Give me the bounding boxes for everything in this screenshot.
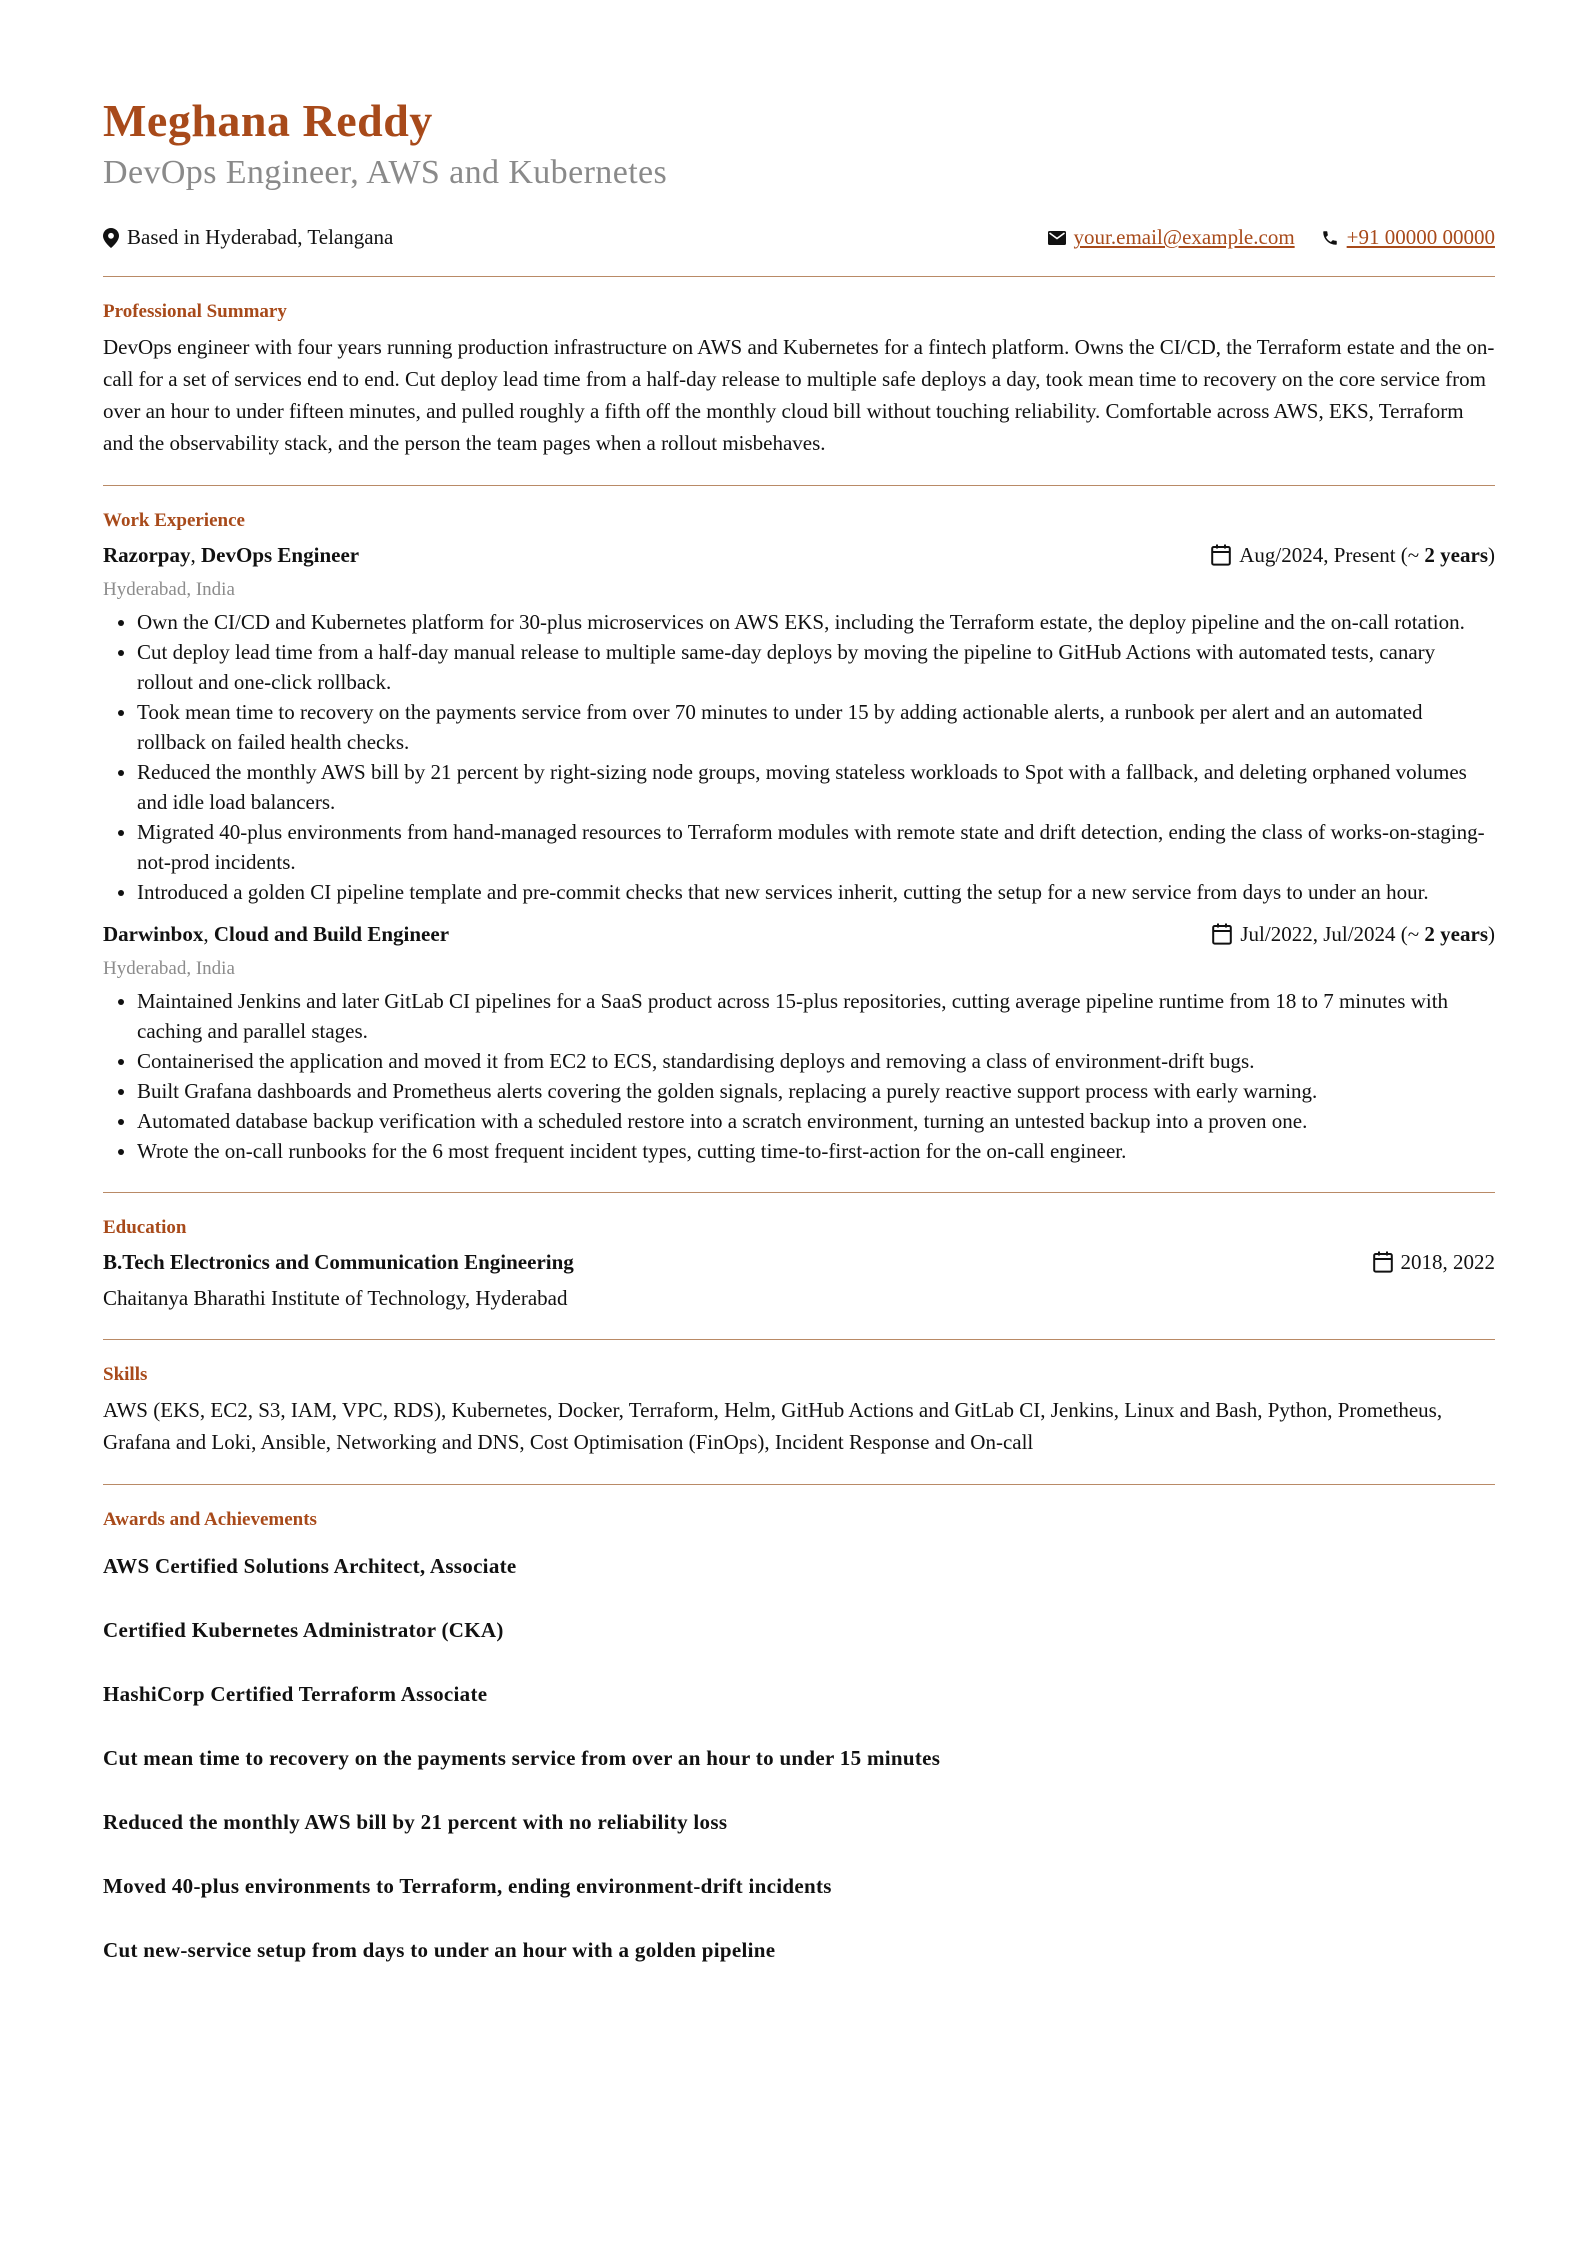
- award-item: Reduced the monthly AWS bill by 21 percent with no reliability loss: [103, 1810, 728, 1835]
- contact-location: [103, 225, 393, 250]
- job-location: Hyderabad, India: [103, 579, 235, 601]
- skills-text: AWS (EKS, EC2, S3, IAM, VPC, RDS), Kubernetes, Docker, Terraform, Helm, GitHub Actions and GitLab CI, Jenkins, Linux and Bash, Python, Prometheus, Grafana and Loki, Ansible, Networking and DNS, Cost Optimisation (FinOps), Incident Response and On-call: [103, 1398, 1443, 1455]
- job-title: Razorpay, DevOps Engineer: [103, 543, 360, 568]
- list-item: • Built Grafana dashboards and Prometheus alerts covering the golden signals, replacing a purely reactive support process with early warning.: [137, 1076, 1495, 1106]
- phone-icon: [1321, 229, 1339, 247]
- list-item: • Maintained Jenkins and later GitLab CI pipelines for a SaaS product across 15-plus repositories, cutting average pipeline runtime from 18 to 7 minutes with caching and parallel stages.: [137, 986, 1495, 1046]
- summary-section: [103, 277, 1495, 485]
- job-date-close: ): [1488, 922, 1495, 947]
- education-header: [103, 1247, 1495, 1277]
- award-item: Moved 40-plus environments to Terraform, ending environment-drift incidents: [103, 1874, 832, 1899]
- education-school: Chaitanya Bharathi Institute of Technology, Hyderabad: [103, 1286, 568, 1311]
- job-role: Cloud and Build Engineer: [213, 922, 450, 947]
- list-item: • Automated database backup verification with a scheduled restore into a scratch environment, turning an untested backup into a proven one.: [137, 1106, 1495, 1136]
- experience-section: [103, 486, 1495, 1192]
- award-item: AWS Certified Solutions Architect, Associate: [103, 1554, 517, 1579]
- list-item: • Reduced the monthly AWS bill by 21 percent by right-sizing node groups, moving stateless workloads to Spot with a fallback, and deleting orphaned volumes and idle load balancers.: [137, 757, 1495, 817]
- award-item: Cut mean time to recovery on the payments service from over an hour to under 15 minutes: [103, 1746, 941, 1771]
- job-bullets: [103, 986, 1495, 1166]
- candidate-headline: DevOps Engineer, AWS and Kubernetes: [103, 153, 668, 191]
- job-header: [103, 540, 1495, 570]
- section-title-education: Education: [103, 1217, 187, 1239]
- list-item: • Introduced a golden CI pipeline template and pre-commit checks that new services inherit, cutting the setup for a new service from days to under an hour.: [137, 877, 1495, 907]
- job-title: Darwinbox, Cloud and Build Engineer: [103, 922, 450, 947]
- job-duration: 2 years: [1424, 922, 1488, 947]
- job-bullets: [103, 607, 1495, 907]
- job-date-range: Aug/2024, Present (~: [1239, 543, 1420, 568]
- job-date-range: Jul/2022, Jul/2024 (~: [1240, 922, 1420, 947]
- education-dates: [1373, 1247, 1496, 1277]
- calendar-icon: [1212, 923, 1232, 945]
- candidate-name: Meghana Reddy: [103, 95, 433, 146]
- calendar-icon: [1211, 544, 1231, 566]
- list-item: • Containerised the application and moved it from EC2 to ECS, standardising deploys and removing a class of environment-drift bugs.: [137, 1046, 1495, 1076]
- phone-link[interactable]: +91 00000 00000: [1346, 225, 1495, 250]
- education-section: [103, 1193, 1495, 1339]
- section-title-skills: Skills: [103, 1364, 148, 1386]
- list-item: • Migrated 40-plus environments from hand-managed resources to Terraform modules with remote state and drift detection, ending the class of works-on-staging-not-prod incidents.: [137, 817, 1495, 877]
- education-degree: B.Tech Electronics and Communication Engineering: [103, 1250, 574, 1275]
- list-item: • Wrote the on-call runbooks for the 6 most frequent incident types, cutting time-to-first-action for the on-call engineer.: [137, 1136, 1495, 1166]
- calendar-icon: [1373, 1251, 1393, 1273]
- section-title-awards: Awards and Achievements: [103, 1509, 317, 1531]
- list-item: • Cut deploy lead time from a half-day manual release to multiple same-day deploys by moving the pipeline to GitHub Actions with automated tests, canary rollout and one-click rollback.: [137, 637, 1495, 697]
- skills-section: [103, 1340, 1495, 1484]
- award-item: Cut new-service setup from days to under an hour with a golden pipeline: [103, 1938, 776, 1963]
- award-item: Certified Kubernetes Administrator (CKA): [103, 1618, 504, 1643]
- job-company: Darwinbox: [103, 922, 204, 947]
- job-company: Razorpay: [103, 543, 191, 568]
- job-duration: 2 years: [1424, 543, 1488, 568]
- section-title-experience: Work Experience: [103, 510, 245, 532]
- email-link[interactable]: your.email@example.com: [1073, 225, 1295, 250]
- awards-list: [103, 1551, 1495, 1965]
- contact-row: [103, 225, 1495, 250]
- section-title-summary: Professional Summary: [103, 301, 287, 323]
- location-text: Based in Hyderabad, Telangana: [127, 225, 394, 250]
- job-header: [103, 919, 1495, 949]
- contact-phone: [1321, 225, 1495, 250]
- award-item: HashiCorp Certified Terraform Associate: [103, 1682, 488, 1707]
- job-role: DevOps Engineer: [201, 543, 360, 568]
- map-pin-icon: [103, 228, 119, 248]
- job-location: Hyderabad, India: [103, 958, 235, 980]
- contact-email: [1048, 225, 1295, 250]
- list-item: • Own the CI/CD and Kubernetes platform for 30-plus microservices on AWS EKS, including the Terraform estate, the deploy pipeline and the on-call rotation.: [137, 607, 1495, 637]
- job-dates: [1211, 540, 1495, 570]
- job-entry: [103, 919, 1495, 1166]
- summary-text: DevOps engineer with four years running production infrastructure on AWS and Kubernetes for a fintech platform. Owns the CI/CD, the Terraform estate and the on-call for a set of services end to end. Cut deploy lead time from a half-day release to multiple safe deploys a day, took mean time to recovery on the core service from over an hour to under fifteen minutes, and pulled roughly a fifth off the monthly cloud bill without touching reliability. Comfortable across AWS, EKS, Terraform and the observability stack, and the person the team pages when a rollout misbehaves.: [103, 335, 1495, 456]
- envelope-icon: [1048, 231, 1066, 245]
- job-entry: [103, 540, 1495, 907]
- contact-links: [1048, 225, 1495, 250]
- education-date-range: 2018, 2022: [1400, 1250, 1495, 1275]
- job-dates: [1212, 919, 1495, 949]
- awards-section: [103, 1485, 1495, 1991]
- list-item: • Took mean time to recovery on the payments service from over 70 minutes to under 15 by adding actionable alerts, a runbook per alert and an automated rollback on failed health checks.: [137, 697, 1495, 757]
- job-date-close: ): [1488, 543, 1495, 568]
